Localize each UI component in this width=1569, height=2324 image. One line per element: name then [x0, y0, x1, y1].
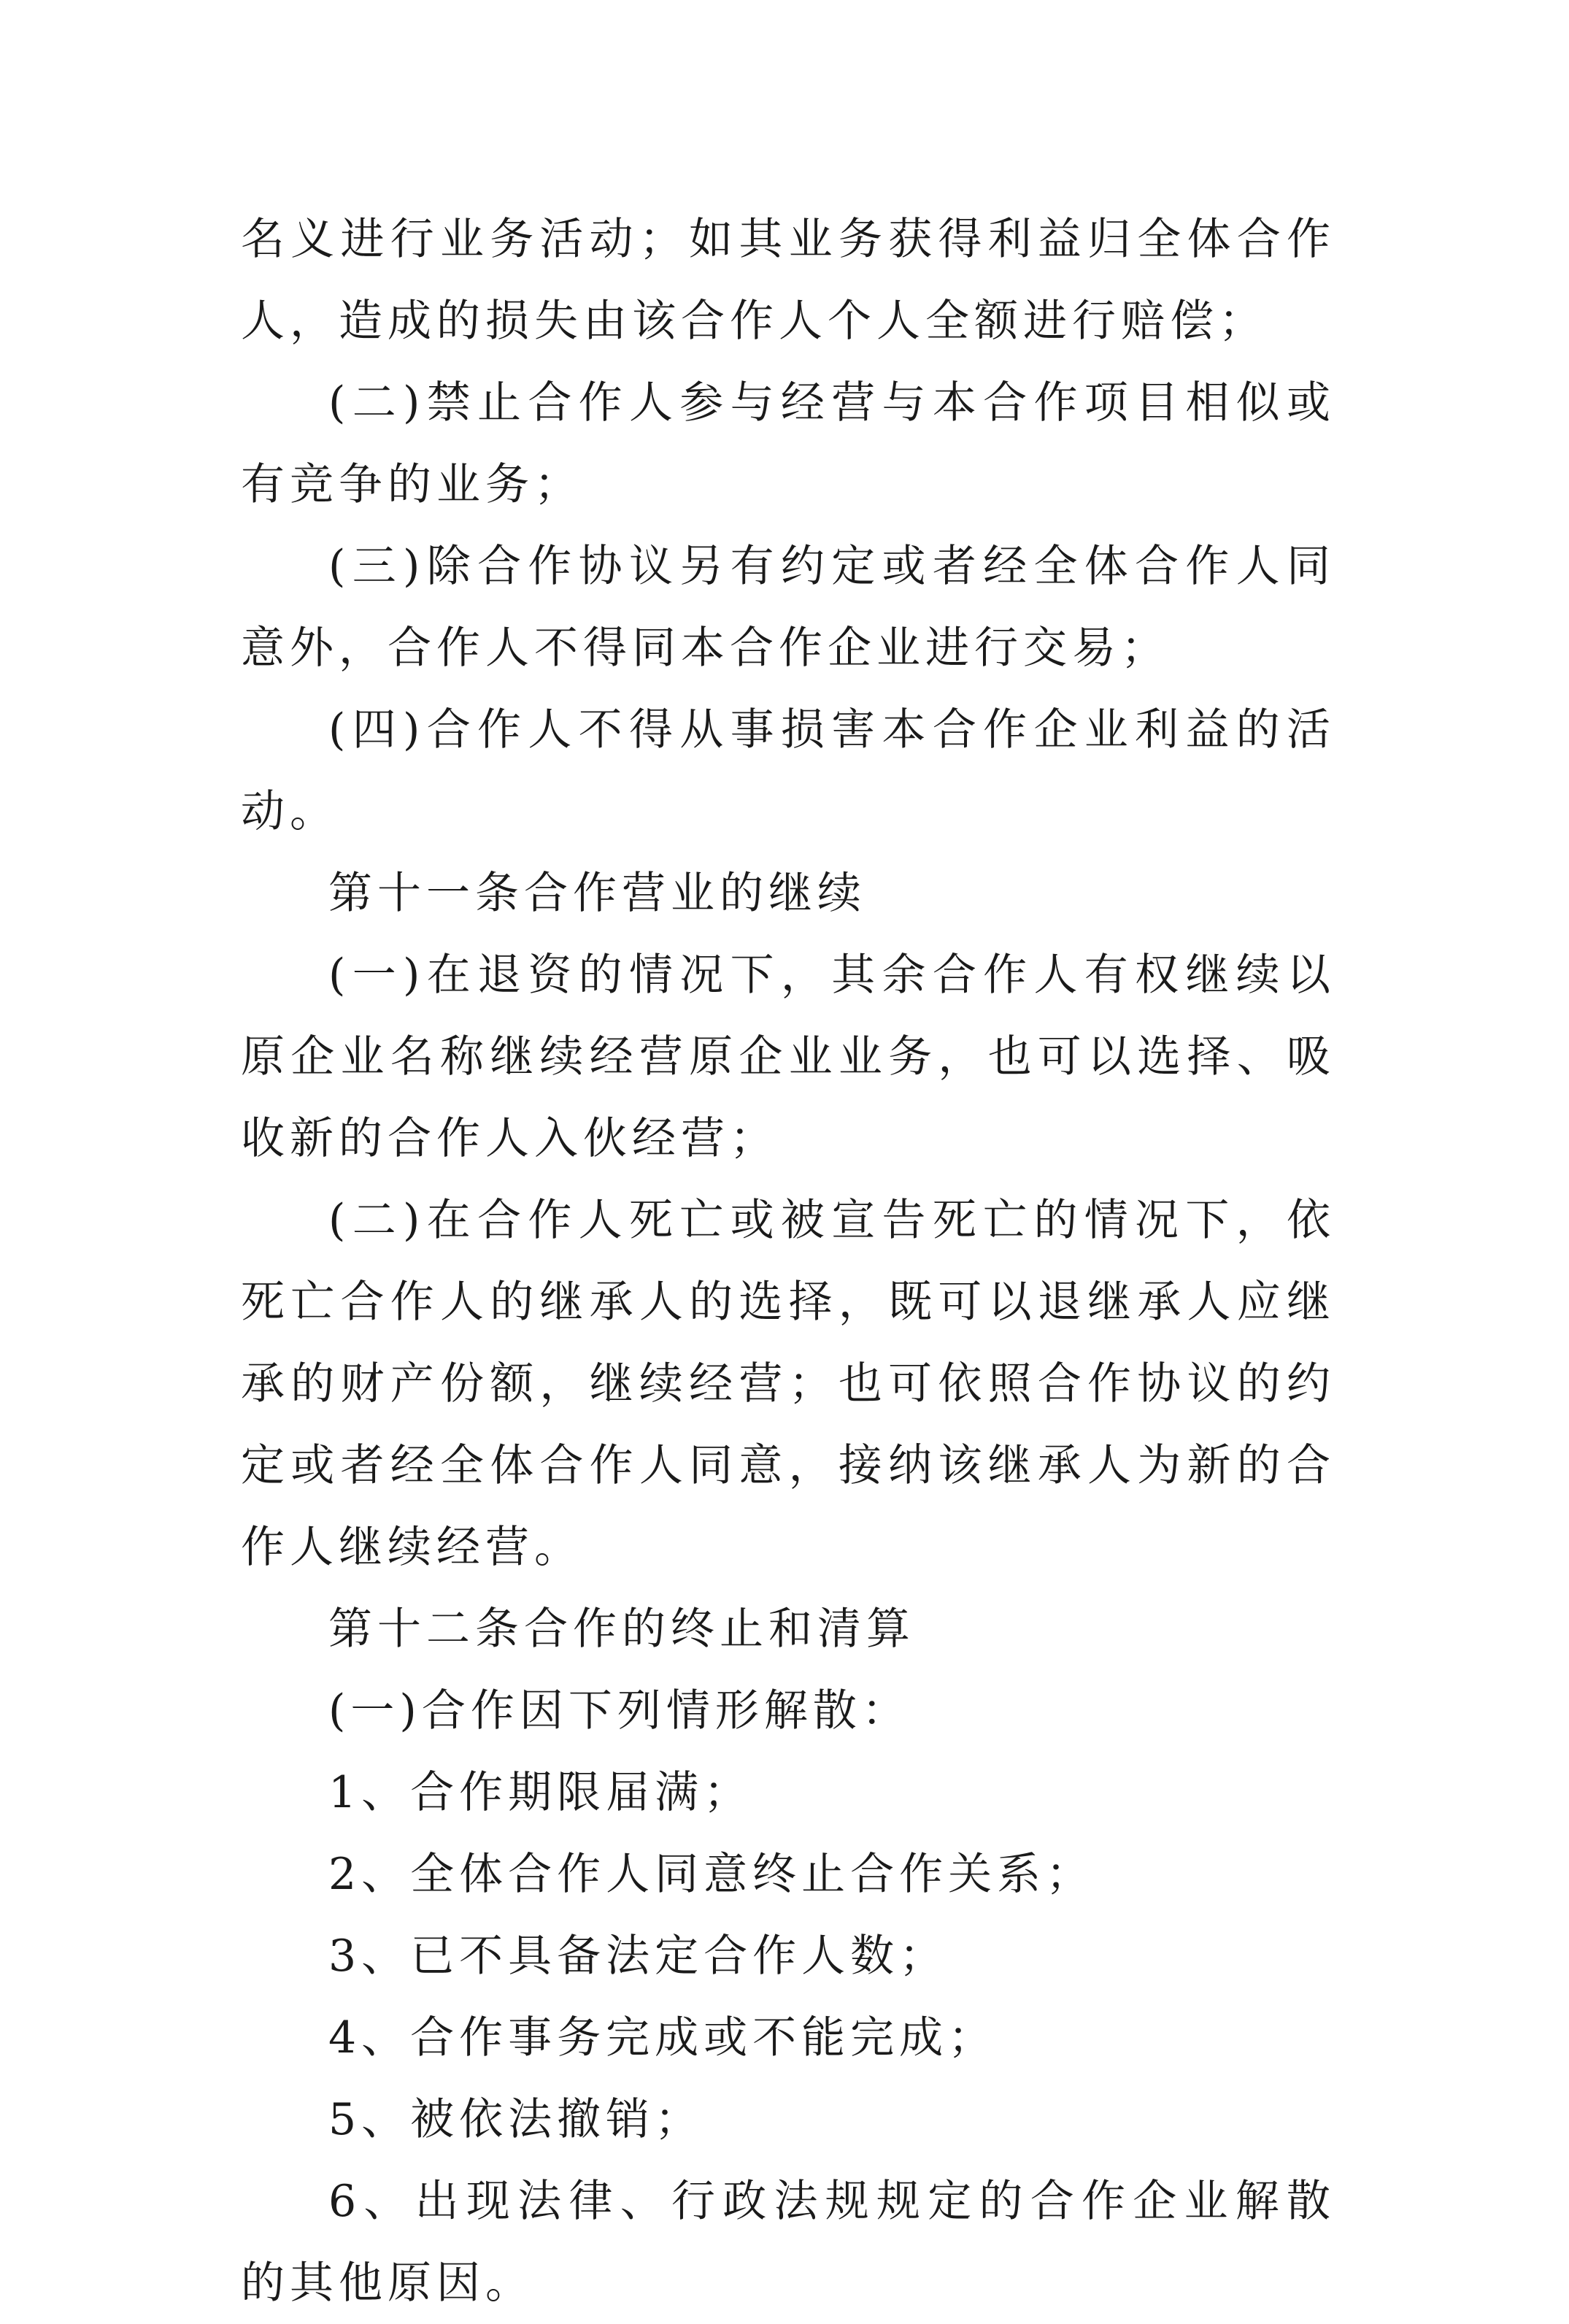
paragraph-article-12-clause-1: (一)合作因下列情形解散： [328, 1685, 911, 1736]
document-page [241, 199, 1335, 2324]
list-item-3: 3、已不具备法定合作人数； [328, 1931, 949, 1982]
list-item-1: 1、合作期限届满； [328, 1767, 753, 1818]
article-12-heading: 第十二条合作的终止和清算 [328, 1604, 915, 1655]
list-item-6: 6、出现法律、行政法规规定的合作企业解散的其他原因。 [241, 2176, 1335, 2309]
paragraph-clause-4: (四)合作人不得从事损害本合作企业利益的活动。 [241, 704, 1335, 837]
paragraph-article-11-clause-1: (一)在退资的情况下，其余合作人有权继续以原企业名称继续经营原企业业务，也可以选择、吸收新的合作人入伙经营； [241, 950, 1335, 1164]
list-item-5: 5、被依法撤销； [328, 2094, 704, 2145]
paragraph-article-11-clause-2: (二)在合作人死亡或被宣告死亡的情况下，依死亡合作人的继承人的选择，既可以退继承人应继承的财产份额，继续经营；也可依照合作协议的约定或者经全体合作人同意，接纳该继承人为新的合作人继续经营。 [241, 1195, 1335, 1573]
list-item-4: 4、合作事务完成或不能完成； [328, 2012, 998, 2063]
list-item-2: 2、全体合作人同意终止合作关系； [328, 1849, 1095, 1900]
article-11-heading: 第十一条合作营业的继续 [328, 868, 866, 919]
paragraph-clause-3: (三)除合作协议另有约定或者经全体合作人同意外，合作人不得同本合作企业进行交易； [241, 541, 1335, 674]
paragraph-clause-2: (二)禁止合作人参与经营与本合作项目相似或有竞争的业务； [241, 377, 1335, 510]
paragraph-continuation: 名义进行业务活动；如其业务获得利益归全体合作人，造成的损失由该合作人个人全额进行赔偿； [241, 214, 1335, 347]
